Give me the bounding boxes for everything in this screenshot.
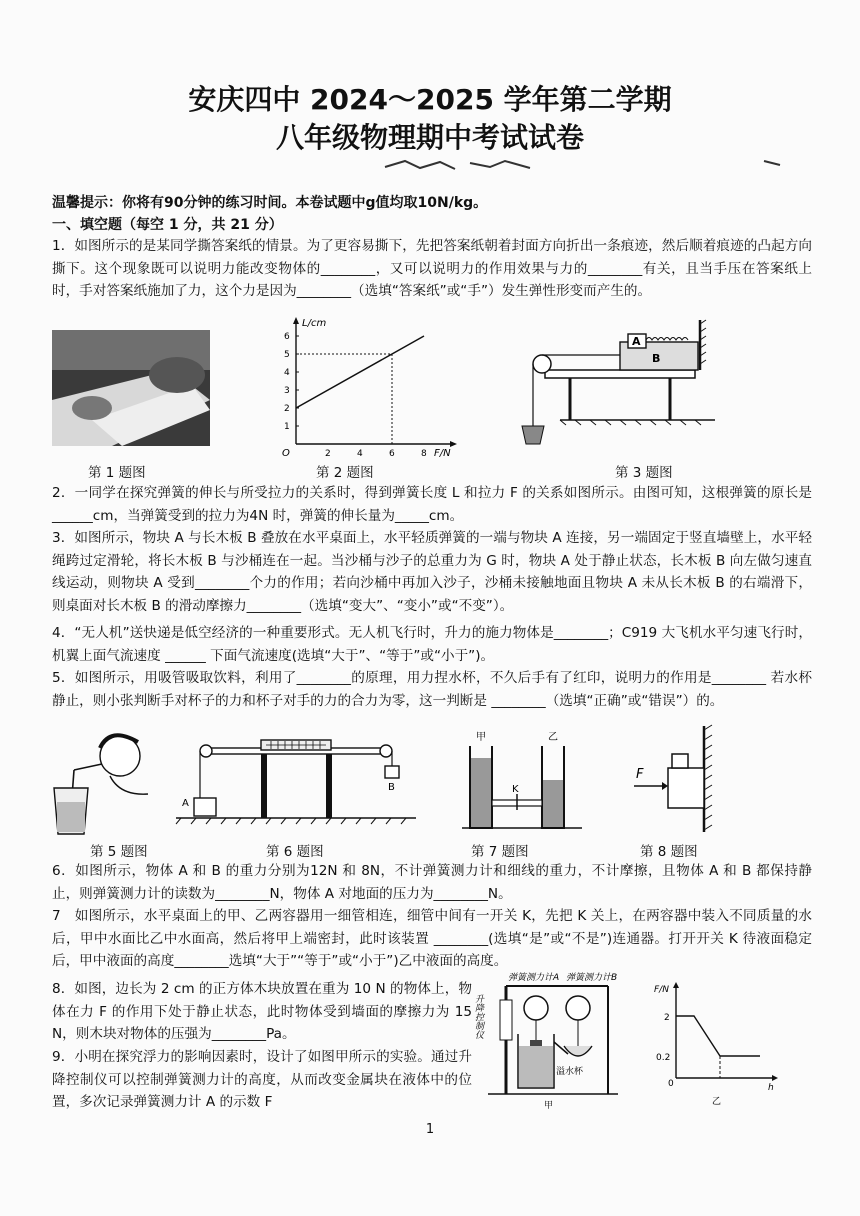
label-a: A — [632, 335, 641, 348]
question-3: 3．如图所示，物块 A 与长木板 B 叠放在水平桌面上，水平轻质弹簧的一端与物块 A 连接，另一端固定于竖直墙壁上，水平轻绳跨过定滑轮，将长木板 B 与沙桶连在一起。当沙桶与沙子的总重力为 G 时，物块 A 处于静止状态，长木板 B 向左做匀速直线运动，则物块 A 受到________个力的作用；若向沙桶中再加入沙子，沙桶未接触地面且物块 A 未从长木板 B 的右端滑下，则桌面对长木板 B 的滑动摩擦力________（选填“变大”、“变小”或“不变”）。 — [52, 530, 812, 614]
table-top — [545, 370, 695, 378]
block-a — [194, 798, 216, 816]
fig5-caption: 第 5 题图 — [90, 844, 148, 860]
liquid — [519, 1046, 553, 1087]
fig8-diagram — [632, 724, 722, 834]
x-axis-arrow — [450, 441, 457, 447]
graph-x-label: h — [768, 1083, 774, 1093]
label-k: K — [512, 784, 519, 795]
x-tick-label: 2 — [325, 449, 331, 459]
fig8-caption: 第 8 题图 — [640, 844, 698, 860]
series-line — [296, 336, 424, 408]
fig6-caption: 第 6 题图 — [266, 844, 324, 860]
page-number: 1 — [425, 1122, 435, 1137]
section-heading: 一、填空题（每空 1 分，共 21 分） — [52, 217, 283, 233]
water-yi — [543, 780, 563, 827]
fig2-caption: 第 2 题图 — [316, 465, 374, 481]
question-6: 6．如图所示，物体 A 和 B 的重力分别为12N 和 8N，不计弹簧测力计和细线的重力，不计摩擦，且物体 A 和 B 都保持静止，则弹簧测力计的读数为________N，物体 A 对地面的压力为________N。 — [52, 863, 812, 902]
graph-origin: 0 — [668, 1079, 674, 1089]
question-9: 9．小明在探究浮力的影响因素时，设计了如图甲所示的实验。通过升降控制仪可以控制弹簧测力计的高度，从而改变金属块在液体中的位置，多次记录弹簧测力计 A 的示数 F — [52, 1049, 472, 1110]
y-tick-label: 2 — [284, 404, 290, 414]
fig5-drawing — [52, 726, 152, 838]
fig1-caption: 第 1 题图 — [88, 465, 146, 481]
x-tick-label: 4 — [357, 449, 363, 459]
pulley — [533, 355, 551, 373]
tip-text: 温馨提示：你将有90分钟的练习时间。本卷试题中g值均取10N/kg。 — [52, 195, 488, 211]
stray-mark — [762, 158, 782, 168]
label-b: B — [388, 782, 395, 793]
origin-label: O — [282, 448, 290, 459]
block-b — [385, 766, 399, 778]
y-tick-label: 6 — [284, 332, 290, 342]
question-4: 4．“无人机”送快递是低空经济的一种重要形式。无人机飞行时，升力的施力物体是________；C919 大飞机水平匀速飞行时，机翼上面气流速度 ______ 下面气流速度(选填“大于”、“等于”或“小于”)。 — [52, 625, 812, 664]
fig6-diagram — [176, 736, 416, 832]
overflow-cup-label: 溢水杯 — [556, 1067, 584, 1077]
question-5: 5．如图所示，用吸管吸取饮料，利用了________的原理，用力捏水杯，不久后手有了红印，说明力的作用是________ 若水杯静止，则小张判断手对杯子的力和杯子对手的力的合力为零，这一判断是 ________（选填“正确”或“错误”）的。 — [52, 670, 812, 709]
label-f: F — [636, 767, 644, 782]
meter-a — [524, 996, 548, 1020]
fig2-graph — [272, 316, 462, 458]
y-tick-label: 5 — [284, 350, 290, 360]
fig3-caption: 第 3 题图 — [615, 465, 673, 481]
meter-b-label: 弹簧测力计B — [566, 973, 618, 983]
fig1-photo — [52, 330, 210, 446]
meter-b — [566, 996, 590, 1020]
label-jia: 甲 — [476, 732, 486, 743]
fig7-diagram — [462, 728, 582, 836]
x-axis-label: F/N — [434, 448, 451, 459]
object — [668, 768, 704, 808]
fig9-caption-yi: 乙 — [712, 1097, 722, 1107]
label-b: B — [652, 352, 661, 365]
fig3-diagram — [520, 320, 720, 458]
y-tick-label: 4 — [284, 368, 290, 378]
graph-tick-2: 2 — [664, 1013, 670, 1023]
question-8: 8．如图，边长为 2 cm 的正方体木块放置在重为 10 N 的物体上，物体在力 F 的作用下处于静止状态，此时物体受到墙面的摩擦力为 15 N，则木块对物体的压强为________Pa。 — [52, 981, 472, 1042]
label-a: A — [182, 798, 189, 809]
meter-a-label: 弹簧测力计A — [508, 973, 560, 983]
graph-line — [676, 1016, 760, 1056]
question-2: 2．一同学在探究弹簧的伸长与所受拉力的关系时，得到弹簧长度 L 和拉力 F 的关系如图所示。由图可知，这根弹簧的原长是______cm，当弹簧受到的拉力为4N 时，弹簧的伸长量为_____cm。 — [52, 485, 812, 524]
label-yi: 乙 — [548, 732, 558, 743]
graph-tick-02: 0.2 — [656, 1053, 671, 1063]
fig9-caption-jia: 甲 — [544, 1101, 554, 1111]
wood-block — [672, 754, 688, 768]
spring — [646, 338, 688, 341]
y-axis-label: L/cm — [302, 318, 327, 329]
y-tick-label: 3 — [284, 386, 290, 396]
stamp-mark — [380, 157, 550, 173]
sand-bucket — [522, 426, 544, 444]
question-1: 1．如图所示的是某同学撕答案纸的情景。为了更容易撕下，先把答案纸朝着封面方向折出一条痕迹，然后顺着痕迹的凸起方向撕下。这个现象既可以说明力能改变物体的________，又可以说明力的作用效果与力的________有关，且当手压在答案纸上时，手对答案纸施加了力，这个力是因为________（选填“答案纸”或“手”）发生弹性形变而产生的。 — [52, 238, 812, 299]
lift-label: 升降控制仪 — [473, 994, 483, 1039]
y-axis-arrow — [293, 317, 299, 324]
graph-y-label: F/N — [654, 985, 669, 995]
y-tick-label: 1 — [284, 422, 290, 432]
straw — [74, 764, 102, 770]
question-7: 7 如图所示，水平桌面上的甲、乙两容器用一细管相连，细管中间有一开关 K，先把 K 关上，在两容器中装入不同质量的水后，甲中水面比乙中水面高，然后将甲上端密封，此时该装置 ________(选填“是”或“不是”)连通器。打开开关 K 待液面稳定后，甲中液面的高度________选填“大于”“等于”或“小于”)乙中液面的高度。 — [52, 908, 812, 969]
fig9-apparatus — [473, 970, 628, 1112]
exam-title-line1: 安庆四中 2024～2025 学年第二学期 — [188, 83, 672, 116]
x-tick-label: 6 — [389, 449, 395, 459]
catch-cup — [564, 1046, 592, 1056]
water-jia — [471, 758, 491, 827]
x-tick-label: 8 — [421, 449, 427, 459]
fig7-caption: 第 7 题图 — [471, 844, 529, 860]
exam-title-line2: 八年级物理期中考试试卷 — [275, 121, 584, 154]
fig9-graph — [650, 982, 780, 1108]
